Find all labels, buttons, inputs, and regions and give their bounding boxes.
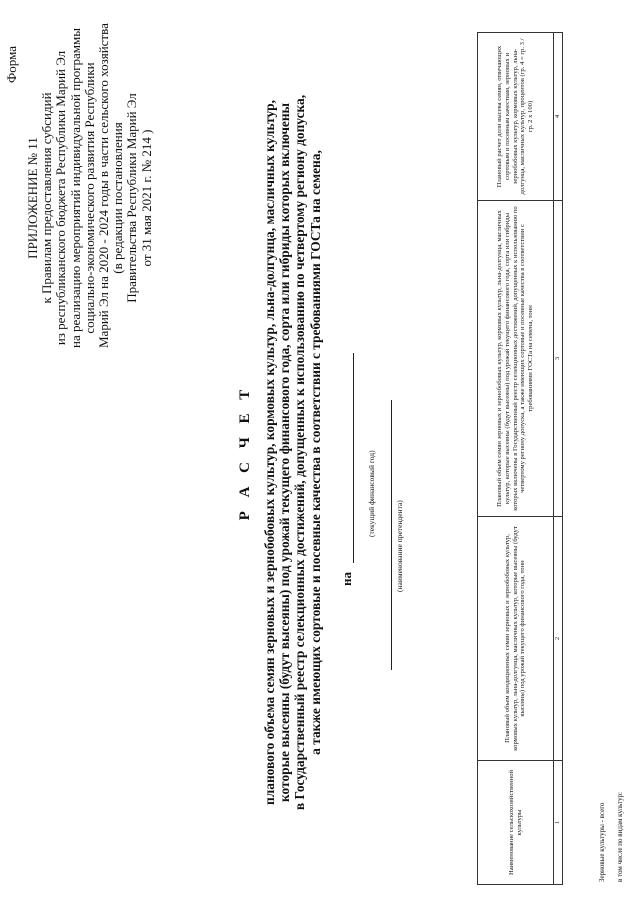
header-crop-name: Наименование сельскохозяйственной культуры — [478, 761, 554, 885]
applicant-caption: (наименование претендента) — [395, 500, 404, 592]
document-title: Р А С Ч Е Т — [237, 384, 253, 521]
column-number: 2 — [554, 517, 563, 761]
annex-line: Марий Эл на 2020 - 2024 годы в части сельского хозяйства — [96, 23, 112, 348]
annex-line: Правительства Республики Марий Эл — [124, 93, 140, 303]
applicant-fill-line[interactable] — [391, 400, 392, 670]
header-registered-seeds: Плановый объем семян зерновых и зернобобовых культур, кормовых культур, льна-долгунца, масличных культур, которые высеяны (будут высеяны) под урожай текущего финансового года, сорта или гибриды которых включены в Государственный реестр селекционных достижений, допущенных к использованию по четвертому региону допуска, а также имеющих сортовые и посевные качества в соответствии с требованиями ГОСТа на семена, тонн — [478, 201, 554, 517]
annex-line: от 31 мая 2021 г. № 214 ) — [138, 129, 154, 267]
annex-line: (в редакции постановления — [110, 122, 126, 274]
purpose-line: которые высеяны (будут высеяны) под урожай текущего финансового года, сорта или гибриды которых включены — [277, 103, 293, 803]
annex-line: из республиканского бюджета Республики Марий Эл — [53, 50, 69, 346]
row-label-grain-total: Зерновые культуры - всего — [598, 802, 606, 882]
form-label: Форма — [4, 46, 19, 83]
annex-header — [25, 23, 154, 348]
table-header-row — [478, 33, 554, 885]
column-number: 4 — [554, 33, 563, 201]
calculation-purpose — [262, 0, 323, 905]
annex-line: ПРИЛОЖЕНИЕ № 11 — [25, 137, 40, 259]
table-column-numbers — [554, 33, 563, 885]
column-number: 1 — [554, 761, 563, 885]
purpose-line: планового объема семян зерновых и зернобобовых культур, кормовых культур, льна-долгунца, масличных культур, — [262, 100, 277, 805]
year-fill-line[interactable] — [353, 353, 354, 563]
calculation-table — [477, 32, 563, 885]
purpose-line: в Государственный реестр селекционных достижений, допущенных к использованию по четвертому региону допуска, — [292, 94, 308, 811]
header-share-percent: Плановый расчет доли высева семян, отвечающих сортовым и посевным качествам, зерновых и зернобобовых культур, кормовых культур, льна-долгунца, масличных культур, процентов (гр. 4 = гр. 3 / гр. 2 х 100) — [478, 33, 554, 201]
year-row — [339, 0, 357, 905]
year-caption: (текущий финансовый год) — [367, 450, 376, 537]
column-number: 3 — [554, 201, 563, 517]
header-conditioned-seeds: Плановый объем кондиционных семян зерновых и зернобобовых культур, кормовых культур, льна-долгунца, масличных культур, которые высеяны (будут высеяны) под урожай текущего финансового года, тонн — [478, 517, 554, 761]
annex-line: на реализацию мероприятий индивидуальной программы — [67, 28, 83, 348]
annex-line: к Правилам предоставления субсидий — [39, 92, 55, 304]
purpose-line: а также имеющих сортовые и посевные качества в соответствии с требованиями ГОСТа на семена, — [307, 150, 323, 755]
row-label-by-type: в том числе по видам культур: — [616, 791, 624, 882]
annex-line: социально-экономического развития Республики — [81, 62, 97, 334]
na-word: на — [339, 572, 354, 586]
